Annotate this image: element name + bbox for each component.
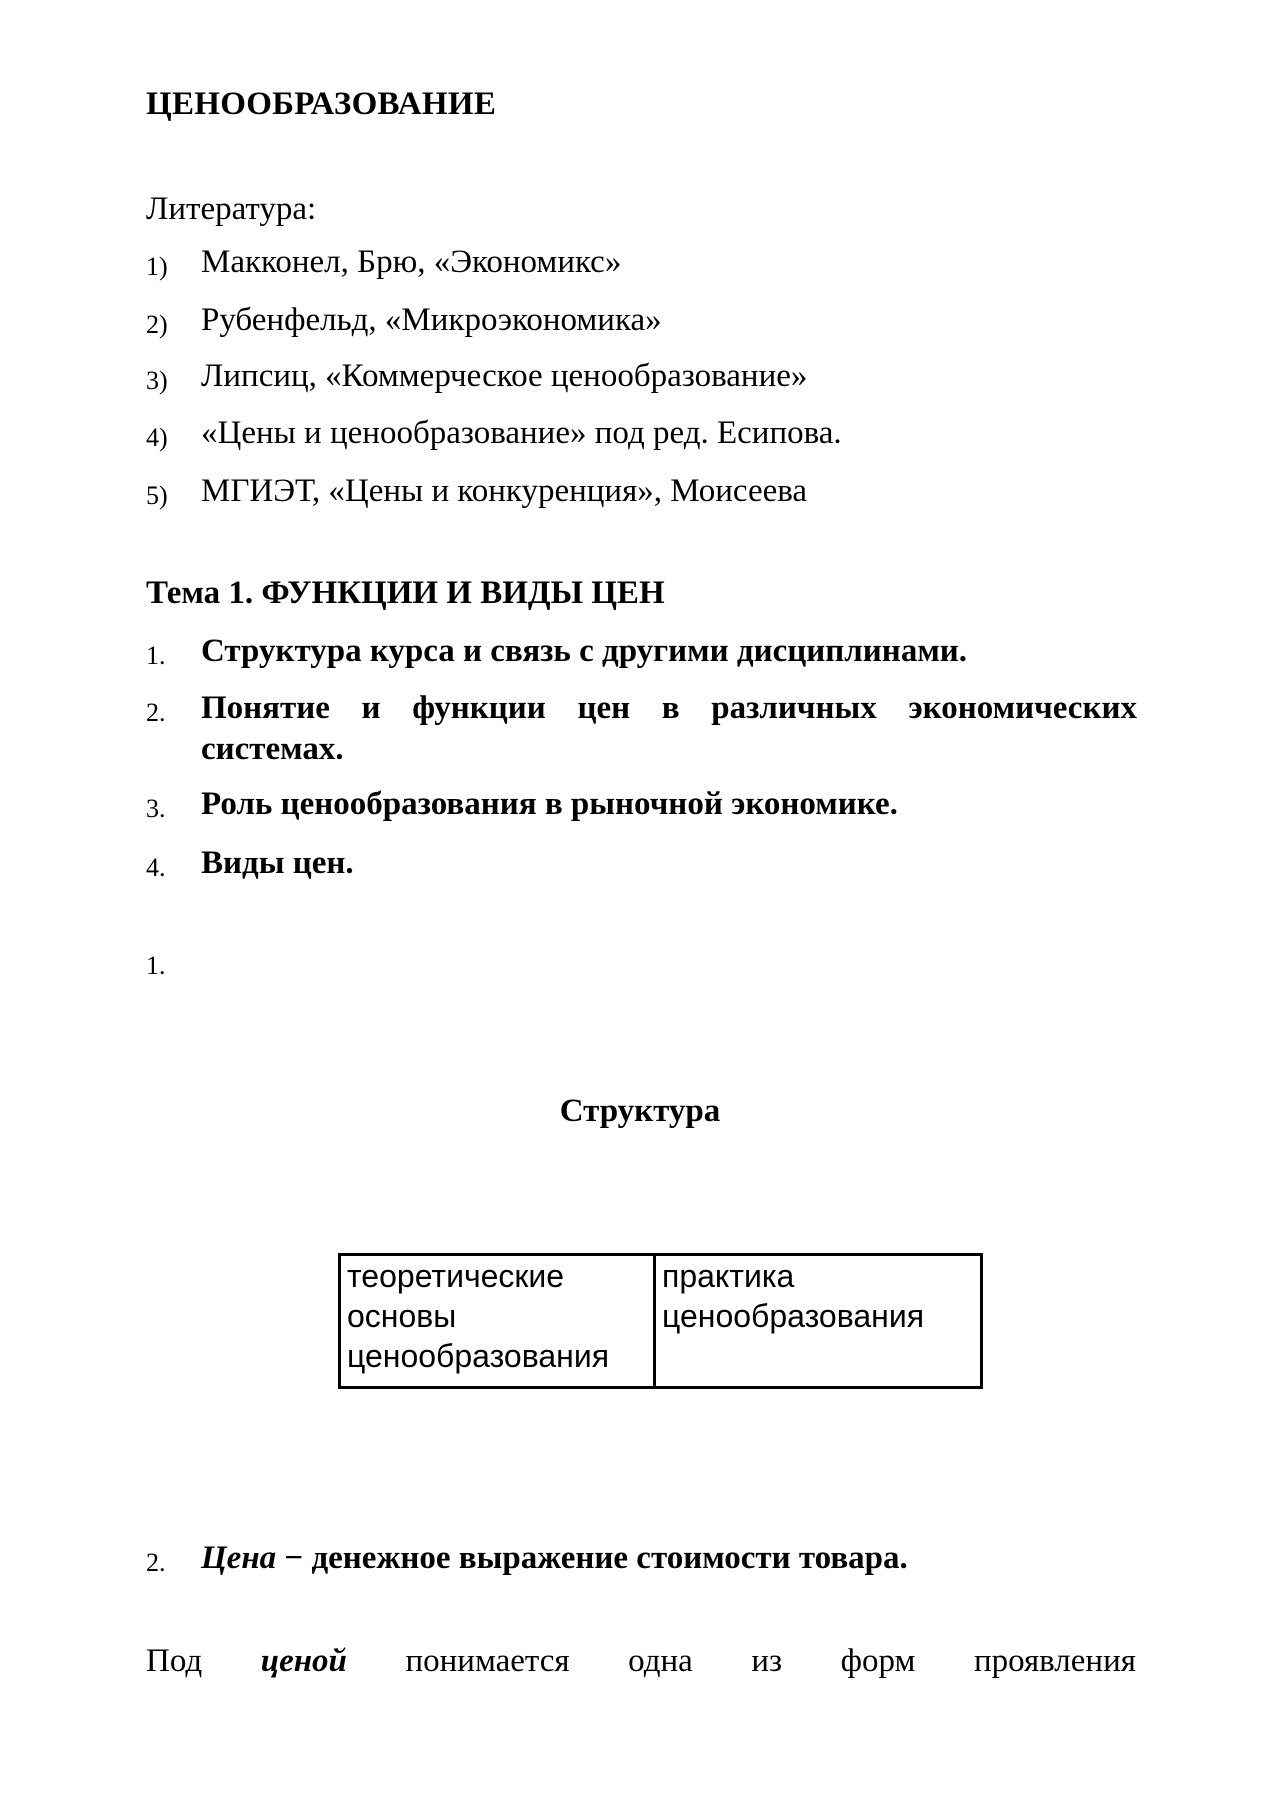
- list-item-number: 4.: [146, 853, 166, 882]
- list-item-number: 2): [146, 310, 168, 339]
- section-number: 1.: [146, 951, 166, 980]
- paragraph-line: [146, 1643, 1136, 1680]
- list-item-number: 1): [146, 252, 168, 281]
- word: функции: [412, 690, 546, 726]
- word: и: [361, 690, 381, 726]
- word: Под: [146, 1643, 203, 1679]
- list-item: Макконел, Брю, «Экономикс»: [201, 244, 622, 280]
- definition-text: денежное выражение стоимости товара.: [311, 1540, 908, 1576]
- list-item-number: 1.: [146, 641, 166, 670]
- list-item: «Цены и ценообразование» под ред. Есипова.: [201, 415, 842, 451]
- word: Понятие: [201, 690, 330, 726]
- list-item: МГИЭТ, «Цены и конкуренция», Моисеева: [201, 473, 808, 509]
- word: различных: [711, 690, 877, 726]
- word: понимается: [405, 1643, 570, 1679]
- word: в: [661, 690, 680, 726]
- word: из: [751, 1643, 783, 1679]
- table-cell: теоретические основы ценообразования: [340, 1255, 655, 1388]
- list-item-number: 2.: [146, 698, 166, 727]
- paragraph-term: ценой: [260, 1643, 347, 1679]
- list-item-number: 4): [146, 423, 168, 452]
- list-item: Липсиц, «Коммерческое ценообразование»: [201, 358, 808, 394]
- word: проявления: [973, 1643, 1136, 1679]
- word: экономических: [908, 690, 1137, 726]
- word: одна: [628, 1643, 693, 1679]
- definition-dash: −: [276, 1540, 312, 1576]
- literature-heading: Литература:: [146, 191, 317, 227]
- list-item: Рубенфельд, «Микроэкономика»: [201, 302, 662, 338]
- list-item-line1: [201, 690, 1137, 727]
- definition-term: Цена: [201, 1540, 277, 1576]
- list-item-number: 5): [146, 481, 168, 510]
- list-item: Виды цен.: [201, 845, 354, 881]
- list-item-line2: системах.: [201, 731, 344, 767]
- structure-table: [338, 1253, 983, 1389]
- document-title: ЦЕНООБРАЗОВАНИЕ: [146, 86, 497, 122]
- list-item-number: 3.: [146, 794, 166, 823]
- table-cell: практика ценообразования: [655, 1255, 982, 1388]
- table-row: [340, 1255, 982, 1388]
- list-item-number: 3): [146, 366, 168, 395]
- list-item: Структура курса и связь с другими дисциплинами.: [201, 633, 968, 669]
- word: форм: [840, 1643, 916, 1679]
- section-number: 2.: [146, 1548, 166, 1577]
- word: цен: [577, 690, 631, 726]
- list-item: Роль ценообразования в рыночной экономике.: [201, 786, 898, 822]
- structure-title: Структура: [559, 1093, 721, 1129]
- topic-heading: Тема 1. ФУНКЦИИ И ВИДЫ ЦЕН: [146, 575, 665, 611]
- price-definition: [201, 1540, 908, 1577]
